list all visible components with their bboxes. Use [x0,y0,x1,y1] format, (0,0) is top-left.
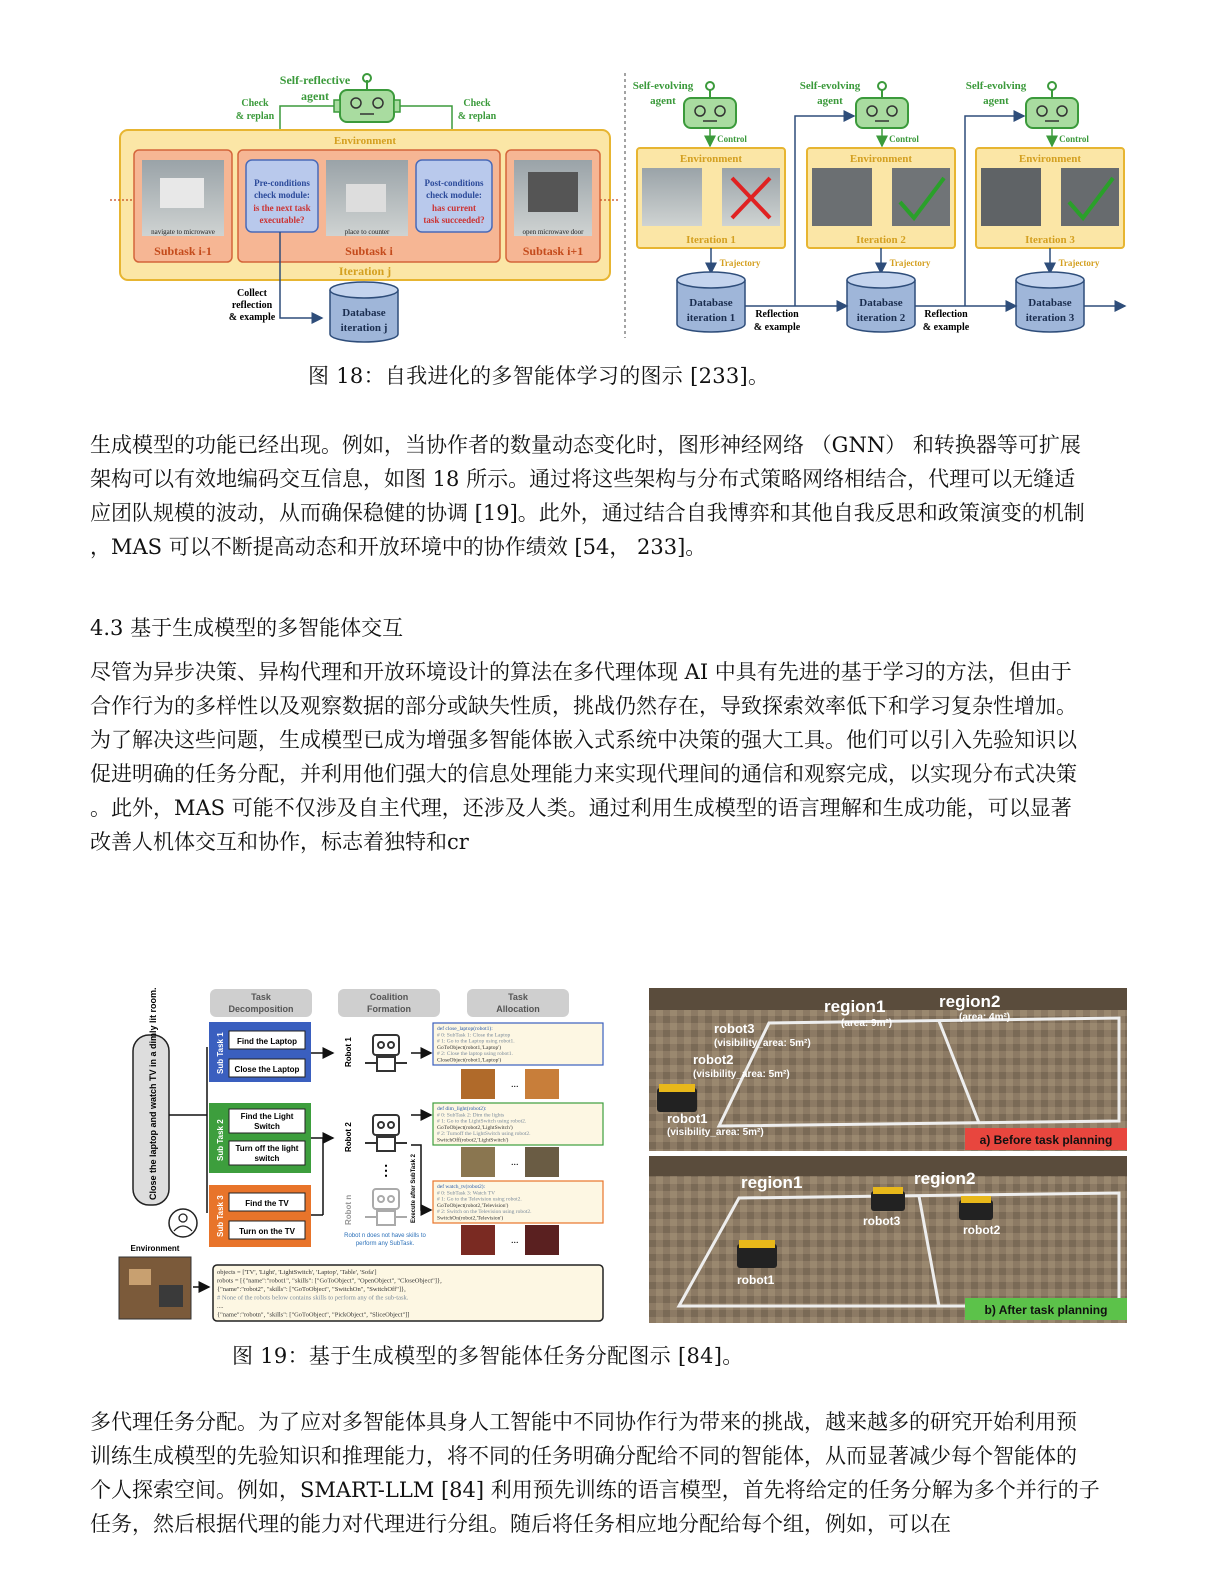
pre-check-text: is the next task [253,203,311,213]
instruction-text: Close the laptop and watch TV in a dimly lit room. [148,987,158,1200]
trajectory-label: Trajectory [1058,258,1100,268]
code-line: .... [217,1303,224,1310]
robot-visibility: (visibility_area: 5m²) [714,1038,811,1049]
step-label: Close the Laptop [234,1065,300,1074]
agent-label: agent [983,95,1009,107]
region-label: region1 [824,997,886,1016]
iteration-3-group [966,80,1124,332]
robot-visibility: (visibility_area: 5m²) [667,1127,764,1138]
check-replan-label: Check [463,98,491,109]
execute-after-label: Execute after SubTask 2 [411,1154,417,1223]
check-replan-label: & replan [235,111,275,122]
step-label: switch [254,1154,280,1163]
image-caption: open microwave door [522,228,584,236]
ellipsis: ⋮ [379,1164,393,1179]
reflection-label: Reflection [924,309,968,320]
header-label: Decomposition [228,1004,294,1014]
subtask-label: Subtask i+1 [522,244,584,258]
agent-label: agent [650,95,676,107]
text-line: ，MAS 可以不断提高动态和开放环境中的协作绩效 [54， 233]。 [90,535,707,559]
text-line: 应团队规模的波动，从而确保稳健的协调 [19]。此外，通过结合自我博弈和其他自我反思和政策演变的机制 [90,501,1085,525]
image-caption: navigate to microwave [151,228,215,236]
text-line: 改善人机体交互和协作，标志着独特和cr [90,830,469,854]
code-line: {"name":"robot2", "skills": ["GoToObject", "SwitchOn", "SwitchOff"]}, [217,1286,406,1293]
robot-label: Robot n [344,1194,353,1225]
code-line: # 0: SubTask 3: Watch TV [437,1190,496,1197]
iteration-1-group [633,80,785,332]
code-line: # None of the robots below contains skills to perform any of the sub-task. [217,1294,409,1302]
robot-label: Robot 1 [344,1037,353,1067]
iteration-label: Iteration 1 [686,234,736,246]
trajectory-label: Trajectory [719,258,761,268]
code-line: # 1: Go to the Television using robot2. [437,1196,522,1203]
agent-label: Self-evolving [632,80,694,92]
control-label: Control [717,134,747,144]
subtask-label: Subtask i-1 [154,244,212,258]
collect-label: reflection [231,300,273,311]
code-line: # 0: SubTask 2: Dim the lights [437,1112,505,1119]
code-line: # 2: Close the laptop using robot1. [437,1051,513,1058]
text-line: 。此外，MAS 可能不仅涉及自主代理，还涉及人类。通过利用生成模型的语言理解和生成功能，可以显著 [90,796,1072,820]
region-area: (area: 4m²) [959,1012,1011,1023]
code-line: CloseObject(robot1,'Laptop') [437,1057,502,1064]
figure-18-caption: 图 18：自我进化的多智能体学习的图示 [233]。 [308,364,770,388]
robot-visibility: (visibility_area: 5m²) [693,1069,790,1080]
environment-label: Environment [849,153,913,165]
environment-label: Environment [130,1244,180,1253]
section-heading: 4.3 基于生成模型的多智能体交互 [90,616,404,640]
ellipsis: ... [511,1079,519,1090]
code-line: # 1: Go to the Laptop using robot1. [437,1038,515,1045]
code-line: def dim_light(robot2): [437,1106,487,1112]
paragraph-1 [90,428,1165,564]
region-area: (area: 9m²) [841,1018,893,1029]
reflection-label: Reflection [755,309,799,320]
code-line: GoToObject(robot2,'Television') [437,1202,509,1209]
database-label: Database [342,307,386,319]
code-line: SwitchOn(robot2,'Television') [437,1215,504,1222]
subtask-label: Sub Task 3 [216,1195,225,1237]
control-label: Control [1059,134,1089,144]
database-label: iteration 2 [856,312,906,324]
trajectory-label: Trajectory [889,258,931,268]
database-label: Database [689,297,733,309]
check-replan-label: Check [241,98,269,109]
code-line: GoToObject(robot2,'LightSwitch') [437,1124,513,1131]
panel-b-label: b) After task planning [984,1303,1108,1317]
robot-label: robot2 [693,1052,734,1067]
agent-label: agent [817,95,843,107]
collect-label: Collect [237,288,267,299]
code-line: # 0: SubTask 1: Close the Laptop [437,1032,511,1039]
step-label: Turn on the TV [239,1227,295,1236]
robot-label: robot1 [667,1111,708,1126]
robot-note: Robot n does not have skills to [344,1233,426,1239]
image-caption: place to counter [344,228,390,236]
environment-label: Environment [1018,153,1082,165]
text-line: 架构可以有效地编码交互信息，如图 18 所示。通过将这些架构与分布式策略网络相结合，代理可以无缝适 [90,467,1076,491]
step-label: Turn off the light [235,1144,299,1153]
post-check-text: Post-conditions [424,178,484,188]
robot-label: robot2 [963,1223,1001,1237]
text-line: 尽管为异步决策、异构代理和开放环境设计的算法在多代理体现 AI 中具有先进的基于学习的方法，但由于 [90,660,1072,684]
robot-label: robot3 [863,1214,901,1228]
header-label: Formation [367,1004,411,1014]
post-check-text: has current [431,203,477,213]
region-label: region2 [939,992,1001,1011]
figure-19-left [115,985,615,1325]
step-label: Find the Light [240,1112,294,1121]
agent-label: Self-evolving [965,80,1027,92]
figure-19-caption: 图 19：基于生成模型的多智能体任务分配图示 [84]。 [232,1344,744,1368]
environment-label: Environment [333,135,397,147]
text-line: 为了解决这些问题，生成模型已成为增强多智能体嵌入式系统中决策的强大工具。他们可以引入先验知识以 [90,728,1077,752]
code-line: # 2: Turnoff the LightSwitch using robot2. [437,1131,531,1138]
robot-label: robot3 [714,1021,755,1036]
database-label: Database [1028,297,1072,309]
robot-1-icon [365,1035,407,1071]
text-line: 生成模型的功能已经出现。例如，当协作者的数量动态变化时，图形神经网络 （GNN） 和转换器等可扩展 [90,433,1081,457]
text-line: 合作行为的多样性以及观察数据的部分或缺失性质，挑战仍然存在，导致探索效率低下和学习复杂性增加。 [90,694,1077,718]
check-replan-label: & replan [457,111,497,122]
iteration-label: Iteration 3 [1025,234,1075,246]
database-label: iteration 1 [686,312,736,324]
code-line: robots = [{"name":"robot1", "skills": ["GoToObject", "OpenObject", "CloseObject"]}, [217,1277,442,1285]
code-line: # 1: Go to the LightSwitch using robot2. [437,1118,527,1125]
subtask-label: Subtask i [345,244,393,258]
step-label: Find the TV [245,1199,289,1208]
collect-label: & example [228,312,276,323]
header-label: Task [508,992,528,1002]
post-check-text: check module: [426,190,482,200]
step-label: Switch [254,1122,280,1131]
text-line: 训练生成模型的先验知识和推理能力，将不同的任务明确分配给不同的智能体，从而显著减少每个智能体的 [90,1444,1077,1468]
agent-label: Self-reflective [279,73,351,87]
robot-note: perform any SubTask. [355,1241,415,1247]
ellipsis: ... [511,1235,519,1246]
text-line: 促进明确的任务分配，并利用他们强大的信息处理能力来实现代理间的通信和观察完成，以实现分布式决策 [90,762,1077,786]
iteration-label: Iteration j [338,264,392,278]
region-label: region1 [741,1173,803,1192]
user-icon [169,1209,197,1237]
iteration-2-group [800,80,955,332]
header-label: Task [251,992,271,1002]
text-line: 多代理任务分配。为了应对多智能体具身人工智能中不同协作行为带来的挑战，越来越多的研究开始利用预 [90,1410,1077,1434]
database-label: iteration 3 [1025,312,1075,324]
environment-label: Environment [679,153,743,165]
reflection-label: & example [922,322,970,333]
figure-18 [110,68,1140,343]
header-label: Coalition [369,992,409,1002]
robot-2-icon [365,1115,407,1151]
control-label: Control [889,134,919,144]
subtask-label: Sub Task 2 [216,1119,225,1161]
code-line: GoToObject(robot1,'Laptop') [437,1044,502,1051]
code-line: def watch_tv(robot2): [437,1184,486,1190]
header-label: Allocation [496,1004,540,1014]
ellipsis: ... [511,1157,519,1168]
code-line: SwitchOff(robot2,'LightSwitch') [437,1137,509,1144]
text-line: 任务，然后根据代理的能力对代理进行分组。随后将任务相应地分配给每个组，例如，可以在 [90,1512,951,1536]
post-check-text: task succeeded? [423,215,485,225]
subtask-label: Sub Task 1 [216,1032,225,1074]
paragraph-3 [90,1405,1165,1541]
agent-label: Self-evolving [799,80,861,92]
code-line: objects = ['TV', 'Light', 'LightSwitch', 'Laptop', 'Table', 'Sofa'] [217,1269,377,1276]
pre-check-text: check module: [254,190,310,200]
pre-check-text: executable? [259,215,305,225]
reflection-label: & example [753,322,801,333]
code-line: def close_laptop(robot1): [437,1026,493,1032]
text-line: 个人探索空间。例如，SMART-LLM [84] 利用预先训练的语言模型，首先将给定的任务分解为多个并行的子 [90,1478,1100,1502]
robot-label: Robot 2 [344,1122,353,1152]
database-label: Database [859,297,903,309]
agent-label: agent [301,89,329,103]
iteration-label: Iteration 2 [856,234,906,246]
code-line: # 2: Switch on the Television using robot2. [437,1209,532,1216]
database-label: iteration j [340,322,388,334]
step-label: Find the Laptop [237,1037,297,1046]
panel-a-label: a) Before task planning [979,1133,1113,1147]
robot-label: robot1 [737,1273,775,1287]
pre-check-text: Pre-conditions [254,178,310,188]
code-line: {"name":"robotn", "skills": ["GoToObject", "PickObject", "SliceObject"]] [217,1311,410,1319]
robot-n-icon [365,1189,407,1225]
region-label: region2 [914,1169,976,1188]
paragraph-2 [90,655,1165,859]
figure-19-right [649,988,1127,1323]
